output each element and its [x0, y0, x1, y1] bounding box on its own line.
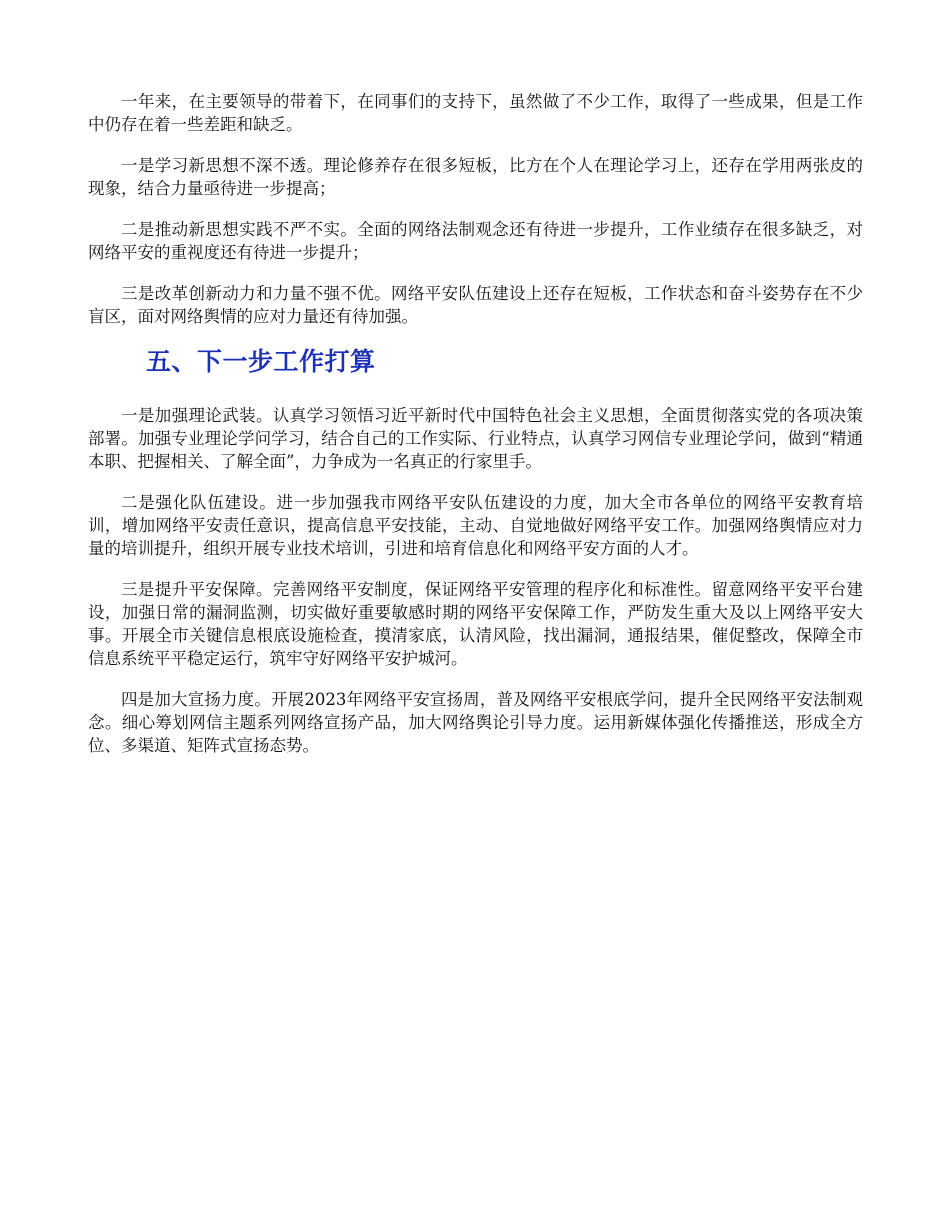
paragraph-intro-summary: 一年来，在主要领导的带着下，在同事们的支持下，虽然做了不少工作，取得了一些成果，但是工作中仍存在着一些差距和缺乏。	[88, 92, 863, 134]
paragraph-plan-team: 二是强化队伍建设。进一步加强我市网络平安队伍建设的力度，加大全市各单位的网络平安教育培训，增加网络平安责任意识，提高信息平安技能，主动、自觉地做好网络平安工作。加强网络舆情应对力量的培训提升，组织开展专业技术培训，引进和培育信息化和网络平安方面的人才。	[88, 493, 863, 558]
paragraph-plan-security: 三是提升平安保障。完善网络平安制度，保证网络平安管理的程序化和标准性。留意网络平安平台建设，加强日常的漏洞监测，切实做好重要敏感时期的网络平安保障工作，严防发生重大及以上网络平安大事。开展全市关键信息根底设施检查，摸清家底，认清风险，找出漏洞，通报结果，催促整改，保障全市信息系统平平稳定运行，筑牢守好网络平安护城河。	[88, 580, 863, 668]
paragraph-shortcoming-study: 一是学习新思想不深不透。理论修养存在很多短板，比方在个人在理论学习上，还存在学用两张皮的现象，结合力量亟待进一步提高；	[88, 156, 863, 198]
paragraph-plan-theory: 一是加强理论武装。认真学习领悟习近平新时代中国特色社会主义思想，全面贯彻落实党的各项决策部署。加强专业理论学问学习，结合自己的工作实际、行业特点，认真学习网信专业理论学问，做到“精通本职、把握相关、了解全面”，力争成为一名真正的行家里手。	[88, 406, 863, 471]
paragraph-shortcoming-practice: 二是推动新思想实践不严不实。全面的网络法制观念还有待进一步提升，工作业绩存在很多缺乏，对网络平安的重视度还有待进一步提升；	[88, 220, 863, 262]
section-heading-next-steps: 五、下一步工作打算	[146, 347, 376, 376]
document-body	[88, 90, 863, 775]
paragraph-shortcoming-reform: 三是改革创新动力和力量不强不优。网络平安队伍建设上还存在短板，工作状态和奋斗姿势存在不少盲区，面对网络舆情的应对力量还有待加强。	[88, 284, 863, 326]
paragraph-plan-publicity: 四是加大宣扬力度。开展2023年网络平安宣扬周，普及网络平安根底学问，提升全民网络平安法制观念。细心筹划网信主题系列网络宣扬产品，加大网络舆论引导力度。运用新媒体强化传播推送，形成全方位、多渠道、矩阵式宣扬态势。	[88, 690, 863, 755]
